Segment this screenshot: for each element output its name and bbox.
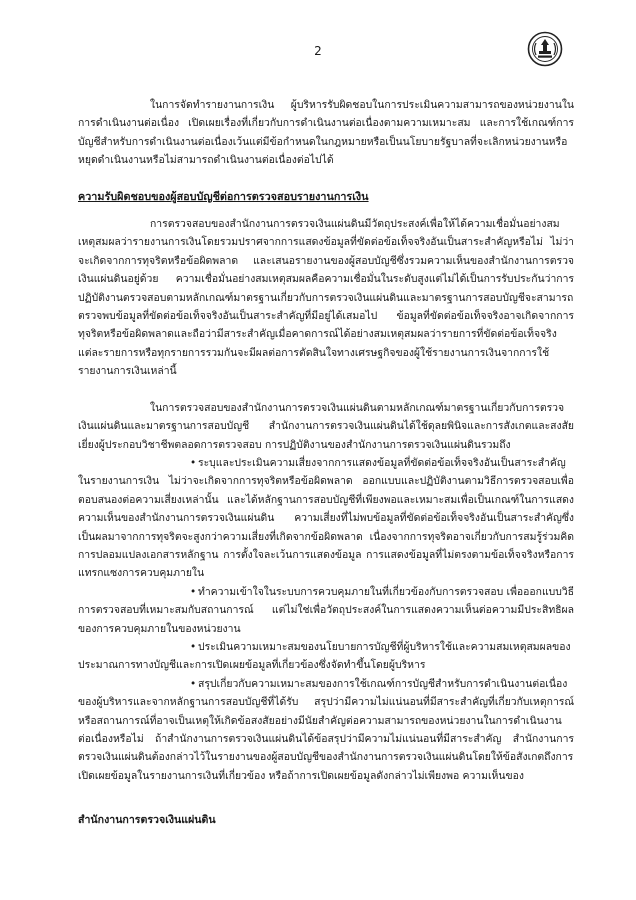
bullet-mark: •: [190, 585, 197, 598]
professional-judgment-paragraph: ในการตรวจสอบของสำนักงานการตรวจเงินแผ่นดินตามหลักเกณฑ์มาตรฐานเกี่ยวกับการตรวจเงินแผ่นดินและมาตรฐานการสอบบัญชี สำนักงานการตรวจเงินแผ่นดินได้ใช้ดุลยพินิจและการสังเกตและสงสัยเยี่ยงผู้ประกอบวิชาชีพตลอดการตรวจสอบ การปฏิบัติงานของสำนักงานการตรวจเงินแผ่นดินรวมถึง: [78, 401, 574, 451]
office-seal-icon: [527, 31, 563, 67]
document-body: [78, 96, 574, 829]
bullet-text: ประเมินความเหมาะสมของนโยบายการบัญชีที่ผู้บริหารใช้และความสมเหตุสมผลของประมาณการทางบัญชีและการเปิดเผยข้อมูลที่เกี่ยวข้องซึ่งจัดทำขึ้นโดยผู้บริหาร: [78, 640, 571, 672]
bullet-text: สรุปเกี่ยวกับความเหมาะสมของการใช้เกณฑ์การบัญชีสำหรับการดำเนินงานต่อเนื่องของผู้บริหารและจากหลักฐานการสอบบัญชีที่ได้รับ สรุปว่ามีความไม่แน่นอนที่มีสาระสำคัญที่เกี่ยวกับเหตุการณ์หรือสถานการณ์ที่อาจเป็นเหตุให้เกิดข้อสงสัยอย่างมีนัยสำคัญต่อความสามารถของหน่วยงานในการดำเนินงานต่อเนื่องหรือไม่ ถ้าสำนักงานการตรวจเงินแผ่นดินได้ข้อสรุปว่ามีความไม่แน่นอนที่มีสาระสำคัญ สำนักงานการตรวจเงินแผ่นดินต้องกล่าวไว้ในรายงานของผู้สอบบัญชีของสำนักงานการตรวจเงินแผ่นดินโดยให้ข้อสังเกตถึงการเปิดเผยข้อมูลในรายงานการเงินที่เกี่ยวข้อง หรือถ้าการเปิดเผยข้อมูลดังกล่าวไม่เพียงพอ ความเห็นของ: [78, 677, 574, 782]
bullet-item: [78, 638, 574, 675]
footer-organization-name: สำนักงานการตรวจเงินแผ่นดิน: [78, 814, 216, 827]
bullet-item: [78, 454, 574, 583]
auditor-responsibility-heading: ความรับผิดชอบของผู้สอบบัญชีต่อการตรวจสอบรายงานการเงิน: [78, 189, 369, 203]
management-paragraph: ในการจัดทำรายงานการเงิน ผู้บริหารรับผิดชอบในการประเมินความสามารถของหน่วยงานในการดำเนินงานต่อเนื่อง เปิดเผยเรื่องที่เกี่ยวกับการดำเนินงานต่อเนื่องตามความเหมาะสม และการใช้เกณฑ์การบัญชีสำหรับการดำเนินงานต่อเนื่องเว้นแต่มีข้อกำหนดในกฎหมายหรือเป็นนโยบายรัฐบาลที่จะเลิกหน่วยงานหรือหยุดดำเนินงานหรือไม่สามารถดำเนินงานต่อเนื่องต่อไปได้: [78, 99, 574, 167]
bullet-mark: •: [190, 640, 197, 653]
bullet-item: [78, 583, 574, 638]
bullet-text: ทำความเข้าใจในระบบการควบคุมภายในที่เกี่ยวข้องกับการตรวจสอบ เพื่อออกแบบวิธีการตรวจสอบที่เหมาะสมกับสถานการณ์ แต่ไม่ใช่เพื่อวัตถุประสงค์ในการแสดงความเห็นต่อความมีประสิทธิผลของการควบคุมภายในของหน่วยงาน: [78, 585, 575, 635]
bullet-mark: •: [190, 456, 197, 469]
audit-objective-paragraph: การตรวจสอบของสำนักงานการตรวจเงินแผ่นดินมีวัตถุประสงค์เพื่อให้ได้ความเชื่อมั่นอย่างสมเหตุสมผลว่ารายงานการเงินโดยรวมปราศจากการแสดงข้อมูลที่ขัดต่อข้อเท็จจริงอันเป็นสาระสำคัญหรือไม่ ไม่ว่าจะเกิดจากการทุจริตหรือข้อผิดพลาด และเสนอรายงานของผู้สอบบัญชีซึ่งรวมความเห็นของสำนักงานการตรวจเงินแผ่นดินอยู่ด้วย ความเชื่อมั่นอย่างสมเหตุสมผลคือความเชื่อมั่นในระดับสูงแต่ไม่ได้เป็นการรับประกันว่าการปฏิบัติงานตรวจสอบตามหลักเกณฑ์มาตรฐานเกี่ยวกับการตรวจเงินแผ่นดินและมาตรฐานการสอบบัญชีจะสามารถตรวจพบข้อมูลที่ขัดต่อข้อเท็จจริงอันเป็นสาระสำคัญที่มีอยู่ได้เสมอไป ข้อมูลที่ขัดต่อข้อเท็จจริงอาจเกิดจากการทุจริตหรือข้อผิดพลาดและถือว่ามีสาระสำคัญเมื่อคาดการณ์ได้อย่างสมเหตุสมผลว่ารายการที่ขัดต่อข้อเท็จจริงแต่ละรายการหรือทุกรายการรวมกันจะมีผลต่อการตัดสินใจทางเศรษฐกิจของผู้ใช้รายงานการเงินจากการใช้รายงานการเงินเหล่านี้: [78, 218, 574, 378]
bullet-mark: •: [190, 677, 197, 690]
bullet-text: ระบุและประเมินความเสี่ยงจากการแสดงข้อมูลที่ขัดต่อข้อเท็จจริงอันเป็นสาระสำคัญในรายงานการเงิน ไม่ว่าจะเกิดจากการทุจริตหรือข้อผิดพลาด ออกแบบและปฏิบัติงานตามวิธีการตรวจสอบเพื่อตอบสนองต่อความเสี่ยงเหล่านั้น และได้หลักฐานการสอบบัญชีที่เพียงพอและเหมาะสมเพื่อเป็นเกณฑ์ในการแสดงความเห็นของสำนักงานการตรวจเงินแผ่นดิน ความเสี่ยงที่ไม่พบข้อมูลที่ขัดต่อข้อเท็จจริงอันเป็นสาระสำคัญซึ่งเป็นผลมาจากการทุจริตจะสูงกว่าความเสี่ยงที่เกิดจากข้อผิดพลาด เนื่องจากการทุจริตอาจเกี่ยวกับการสมรู้ร่วมคิด การปลอมแปลงเอกสารหลักฐาน การตั้งใจละเว้นการแสดงข้อมูล การแสดงข้อมูลที่ไม่ตรงตามข้อเท็จจริงหรือการแทรกแซงการควบคุมภายใน: [78, 456, 574, 580]
page-number: 2: [314, 44, 322, 58]
bullet-item: [78, 675, 574, 785]
